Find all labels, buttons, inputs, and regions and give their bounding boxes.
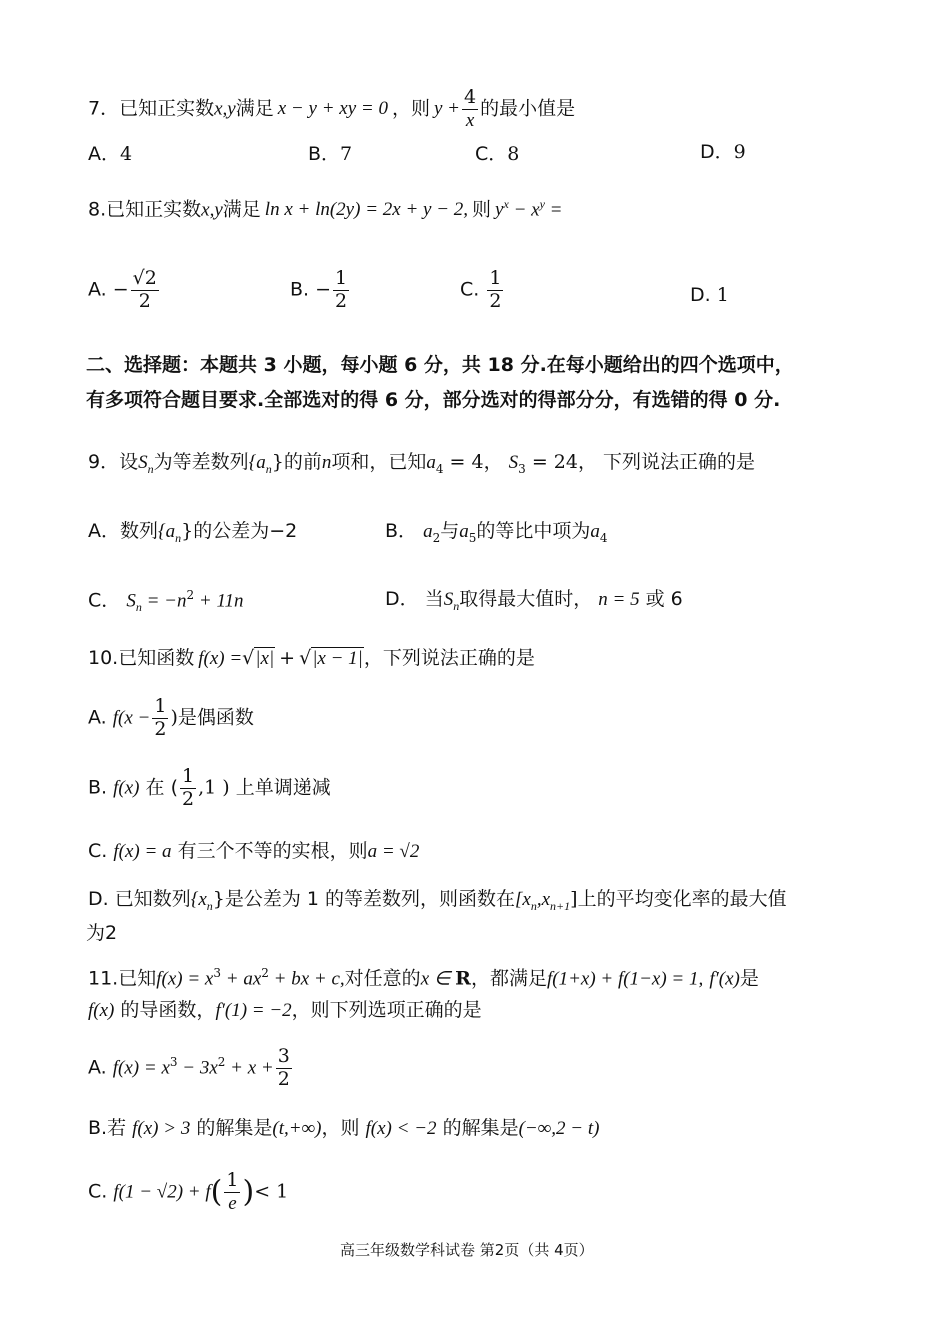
q10-option-a: A. f(x − $\frac{1}{2}$ )是偶函数 xyxy=(88,695,254,740)
q11-option-b: B.若 f(x) > 3 的解集是(t,+∞)，则 f(x) < −2 的解集是(−∞,2 − t) xyxy=(88,1117,600,1139)
q9-option-c: C． $S_n = -n^2 + 11n$ xyxy=(88,588,244,615)
q9-stem: 9．设$S_n$为等差数列$\{a_n\}$的前n项和，已知$a_4 = 4$， $S_3 = 24$， 下列说法正确的是 xyxy=(88,451,756,476)
q10-stem: 10.已知函数 f(x) =√|x| + √|x − 1|，下列说法正确的是 xyxy=(88,647,535,669)
q7-option-b: B．7 xyxy=(308,143,353,165)
q10-option-c: C. f(x) = a 有三个不等的实根，则a = √2 xyxy=(88,840,420,862)
q11-stem-line2: f(x) 的导函数，f′(1) = −2，则下列选项正确的是 xyxy=(88,999,482,1021)
q7-option-a: A．4 xyxy=(88,143,133,165)
q8-option-b: B. − $\frac{1}{2}$ xyxy=(290,267,348,312)
q10-option-b: B. f(x) 在 ( $\frac{1}{2}$ ,1 ) 上单调递减 xyxy=(88,765,331,810)
section2-heading-line2: 有多项符合题目要求.全部选对的得 6 分，部分选对的得部分分，有选错的得 0 分. xyxy=(86,389,781,411)
q9-option-b: B． $a_2$与$a_5$的等比中项为$a_4$ xyxy=(385,520,608,545)
q8-option-a: A. − $\frac{√2}{2}$ xyxy=(88,267,157,312)
q10-option-d-line2: 为2 xyxy=(86,922,118,944)
q11-option-c: C. f(1 − √2) + f( $\frac{1}{e}$ )< 1 xyxy=(88,1169,289,1214)
q7-fraction: $\frac{4}{x}$ xyxy=(463,86,477,131)
q7-option-c: C．8 xyxy=(475,143,520,165)
page-footer: 高三年级数学科试卷 第2页（共 4页） xyxy=(340,1241,594,1259)
section2-heading-line1: 二、选择题：本题共 3 小题，每小题 6 分，共 18 分.在每小题给出的四个选项中， xyxy=(86,354,794,376)
q8-option-d: D. 1 xyxy=(690,284,729,306)
q10-option-d-line1: D. 已知数列$\{x_n\}$是公差为 1 的等差数列，则函数在$[x_n,x_{n+1}]$上的平均变化率的最大值 xyxy=(88,888,787,913)
q8-number: 8. xyxy=(88,198,107,221)
q7-stem: 7．已知正实数x,y满足 x − y + xy = 0 ，则 y + $\frac{4}{x}$ 的最小值是 xyxy=(88,86,576,131)
q9-option-a: A．数列$\{a_n\}$的公差为−2 xyxy=(88,520,298,545)
q8-stem: 8.已知正实数x,y满足 ln x + ln(2y) = 2x + y − 2, 则 $y^x - x^y$ = xyxy=(88,197,563,221)
q8-option-c: C. $\frac{1}{2}$ xyxy=(460,267,502,312)
q11-option-a: A. $f(x) = x^3 - 3x^2 + x$ + $\frac{3}{2}$ xyxy=(88,1045,290,1090)
q7-number: 7． xyxy=(88,97,120,120)
q7-option-d: D．9 xyxy=(700,141,746,163)
q9-option-d: D． 当$S_n$取得最大值时， n = 5 或 6 xyxy=(385,588,683,613)
q11-stem-line1: 11.已知$f(x) = x^3 + ax^2$ + bx + c,对任意的x ∈ R，都满足f(1+x) + f(1−x) = 1, f′(x)是 xyxy=(88,966,759,990)
